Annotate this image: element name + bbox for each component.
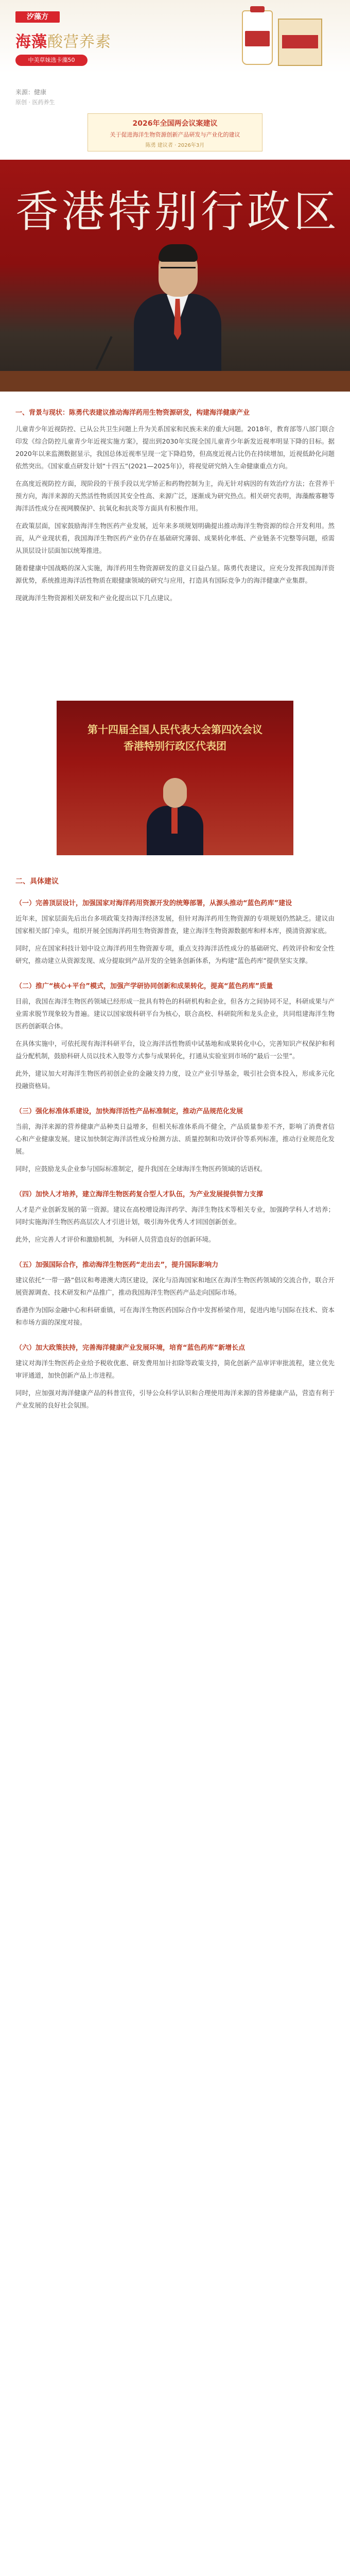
proposal-title-3: （三）强化标准体系建设，加快海洋活性产品标准制定，推动产品规范化发展 (15, 1108, 243, 1115)
conference-photo[interactable] (57, 701, 293, 855)
brand-banner[interactable] (0, 0, 350, 73)
brand-title-right: 酸营养素 (47, 33, 111, 51)
proposal-paragraph: 近年来，国家层面先后出台多项政策支持海洋经济发展，但针对海洋药用生物资源的专项规划仍然缺乏。建议由国家相关部门牵头，组织开展全国海洋药用生物资源普查，建立海洋生物资源数据库和样本库，摸清资源家底。 (15, 914, 335, 935)
proposal-paragraph: 香港作为国际金融中心和科研重镇，可在海洋生物医药国际合作中发挥桥梁作用，促进内地与国际在技术、资本和市场方面的深度对接。 (15, 1306, 335, 1326)
microphone-icon (95, 336, 112, 369)
proposal-paragraph: 当前，海洋来源的营养健康产品种类日益增多，但相关标准体系尚不健全，产品质量参差不齐，影响了消费者信心和产业健康发展。建议加快制定海洋活性成分检测方法、质量控制和功效评价等系列标准，推动行业规范化发展。 (15, 1123, 335, 1155)
proposal-title-6: （六）加大政策扶持，完善海洋健康产业发展环境，培育“蓝色药库”新增长点 (15, 1344, 246, 1352)
proposal-item-2 (15, 980, 335, 1092)
article-source: 来源：健康 (15, 89, 47, 96)
proposal-title-2: （二）推广“核心+平台”模式，加强产学研协同创新和成果转化，提高“蓝色药库”质量 (15, 982, 273, 990)
proposal-paragraph: 同时，应加强对海洋健康产品的科普宣传，引导公众科学认识和合理使用海洋来源的营养健康产品，营造有利于产业发展的良好社会氛围。 (15, 1389, 335, 1409)
brand-title-left: 海藻 (15, 33, 47, 51)
proposal-paragraph: 目前，我国在海洋生物医药领域已经形成一批具有特色的科研机构和企业，但各方之间协同不足，科研成果与产业需求脱节现象较为普遍。建议以国家级科研平台为核心，联合高校、科研院所和龙头企业，共同组建海洋生物医药创新联合体。 (15, 997, 335, 1030)
product-box-image (278, 19, 322, 66)
proposal-paragraph: 此外，建议加大对海洋生物医药初创企业的金融支持力度，设立产业引导基金，吸引社会资本投入，形成多元化投融资格局。 (15, 1070, 335, 1090)
proposal-title-5: （五）加强国际合作，推动海洋生物医药“走出去”，提升国际影响力 (15, 1261, 219, 1269)
proposal-item-4 (15, 1189, 335, 1246)
proposal-item-3 (15, 1106, 335, 1175)
notice-author: 陈勇 建议者 · 2026年3月 (145, 143, 205, 148)
proposal-item-1 (15, 897, 335, 967)
brand-slogan: 中美草妹选卡藻50 (15, 55, 87, 66)
delegate-figure (147, 778, 203, 855)
hero-photo[interactable] (0, 160, 350, 392)
proposal-paragraph: 建议对海洋生物医药企业给予税收优惠、研发费用加计扣除等政策支持，简化创新产品审评审批流程，建立优先审评通道，加快创新产品上市进程。 (15, 1359, 335, 1379)
conference-sign-line-1: 第十四届全国人民代表大会第四次会议 (87, 723, 262, 736)
intro-section (15, 407, 335, 604)
intro-paragraph-1: 儿童青少年近视防控、已从公共卫生问题上升为关系国家和民族未来的重大问题。2018年，教育部等八部门联合印发《综合防控儿童青少年近视实施方案》，提出到2030年实现全国儿童青少年新发近视率明显下降的目标。据2020年以来监测数据显示，我国总体近视率呈现一定下降趋势，但高度近视占比仍在持续增加，近视低龄化问题依然突出。《国家重点研发计划“十四五”(2021—2025年)》，将视觉研究纳入生命健康重点方向。 (15, 425, 335, 470)
proposal-title-4: （四）加快人才培养，建立海洋生物医药复合型人才队伍，为产业发展提供智力支撑 (15, 1191, 264, 1198)
proposals-heading: 二、具体建议 (15, 877, 59, 886)
proposal-title-1: （一）完善顶层设计，加强国家对海洋药用资源开发的统筹部署，从源头推动“蓝色药库”建设 (15, 900, 292, 907)
proposal-paragraph: 此外，应完善人才评价和激励机制，为科研人员营造良好的创新环境。 (15, 1235, 215, 1243)
brand-title (15, 29, 111, 52)
notice-title: 2026年全国两会议案建议 (132, 120, 218, 128)
notice-subtitle: 关于促进海洋生物资源创新产品研发与产业化的建议 (110, 131, 240, 138)
proposal-paragraph: 同时，应鼓励龙头企业参与国际标准制定，提升我国在全球海洋生物医药领域的话语权。 (15, 1165, 267, 1173)
product-bottle-image (242, 10, 273, 65)
proposal-notice (87, 113, 262, 151)
intro-heading: 一、背景与现状：陈勇代表建议推动海洋药用生物资源研发，构建海洋健康产业 (15, 409, 250, 417)
proposal-paragraph: 建议依托“一带一路”倡议和粤港澳大湾区建设，深化与沿海国家和地区在海洋生物医药领域的交流合作，联合开展资源调查、技术研发和产品推广，推动我国海洋生物医药产品走向国际市场。 (15, 1276, 335, 1296)
conference-sign (77, 721, 273, 754)
intro-paragraph-4: 随着健康中国战略的深入实施，海洋药用生物资源研发的意义日益凸显。陈勇代表建议，应充分发挥我国海洋资源优势，系统推进海洋活性物质在眼健康领域的研究与应用，打造具有国际竞争力的海洋健康产业集群。 (15, 564, 335, 584)
proposal-paragraph: 在具体实施中，可依托现有海洋科研平台，设立海洋活性物质中试基地和成果转化中心，完善知识产权保护和利益分配机制，鼓励科研人员以技术入股等方式参与成果转化，打通从实验室到市场的“最后一公里”。 (15, 1040, 335, 1060)
brand-logo: 汐藻方 (15, 11, 60, 23)
proposal-paragraph: 人才是产业创新发展的第一资源。建议在高校增设海洋药学、海洋生物技术等相关专业，加强跨学科人才培养；同时实施海洋生物医药高层次人才引进计划，吸引海外优秀人才回国创新创业。 (15, 1206, 335, 1226)
proposal-paragraph: 同时，应在国家科技计划中设立海洋药用生物资源专项，重点支持海洋活性成分的基础研究、药效评价和安全性研究，推动建立从资源发现、成分提取到产品开发的全链条创新体系，为构建“蓝色药库”提供坚实支撑。 (15, 944, 335, 964)
intro-closing: 现就海洋生物资源相关研发和产业化提出以下几点建议。 (15, 594, 177, 602)
conference-sign-line-2: 香港特别行政区代表团 (124, 740, 226, 752)
proposals-section (15, 876, 335, 1412)
delegate-figure (134, 247, 221, 392)
proposal-item-6 (15, 1342, 335, 1412)
hero-photo-sign: 香港特别行政区 (15, 187, 340, 237)
article-meta: 原创 · 医药养生 (15, 99, 55, 106)
desk (0, 371, 350, 392)
proposal-item-5 (15, 1259, 335, 1329)
intro-paragraph-3: 在政策层面，国家鼓励海洋生物医药产业发展，近年来多项规划明确提出推动海洋生物资源的综合开发利用。然而，从产业现状看，我国海洋生物医药产业仍存在基础研究薄弱、成果转化率低、产业链条不完整等问题，亟需从顶层设计层面加以统筹推进。 (15, 522, 335, 554)
intro-paragraph-2: 在高度近视防控方面，现阶段的干预手段以光学矫正和药物控制为主，尚无针对病因的有效治疗方法；在营养干预方向，海洋来源的天然活性物质因其安全性高、来源广泛，逐渐成为研究热点。相关研究表明，海藻酸寡糖等海洋活性成分在视网膜保护、抗氧化和抗炎等方面具有积极作用。 (15, 480, 335, 512)
